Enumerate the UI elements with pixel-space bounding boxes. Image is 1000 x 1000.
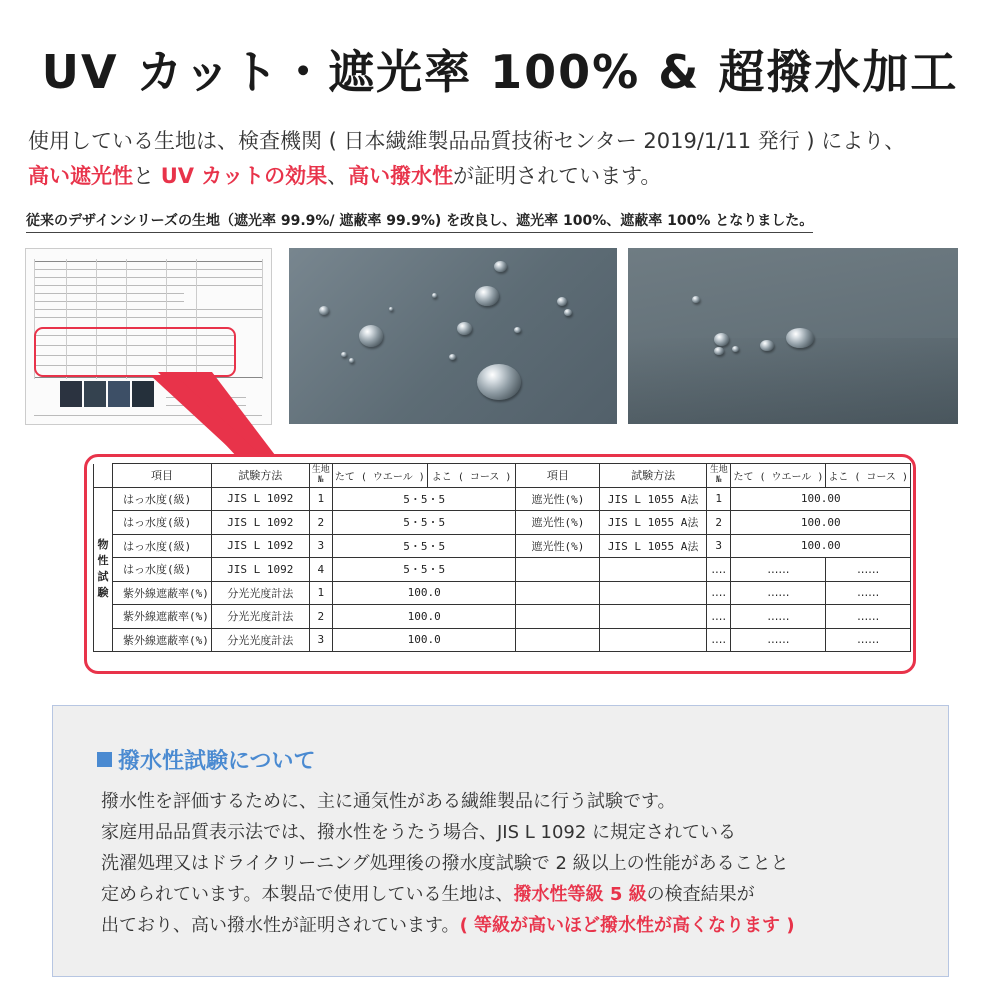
row2-method: JIS L 1092: [211, 511, 309, 535]
row6-no: 2: [309, 605, 332, 629]
row1-value-2: 100.00: [731, 487, 911, 511]
row5-no-2: ‥‥: [706, 581, 731, 605]
row1-item: はっ水度(級): [113, 487, 212, 511]
row2-method-2: JIS L 1055 A法: [600, 511, 707, 535]
row1-no: 1: [309, 487, 332, 511]
row6-no-2: ‥‥: [706, 605, 731, 629]
row4-method: JIS L 1092: [211, 558, 309, 582]
table-row: [94, 628, 911, 652]
header-weft: よこ ( コース ): [427, 464, 516, 488]
row3-no: 3: [309, 534, 332, 558]
info-line-3: 洗濯処理又はドライクリーニング処理後の撥水度試験で 2 級以上の性能があることと: [101, 853, 789, 874]
header-item-2: 項目: [516, 464, 600, 488]
row5-item-2: [516, 581, 600, 605]
info-line-2: 家庭用品品質表示法では、撥水性をうたう場合、JIS L 1092 に規定されている: [101, 822, 737, 843]
highlight-grade-5: 撥水性等級 5 級: [513, 884, 647, 905]
row2-value: 5・5・5: [332, 511, 516, 535]
row3-item: はっ水度(級): [113, 534, 212, 558]
water-repellency-info-box: [52, 705, 949, 977]
row5-method-2: [600, 581, 707, 605]
row6-item-2: [516, 605, 600, 629]
row3-value: 5・5・5: [332, 534, 516, 558]
highlight-uv-cut: UV カットの効果: [160, 164, 328, 188]
certificate-highlight: [34, 327, 236, 377]
row6-warp-2: ‥‥‥: [731, 605, 826, 629]
row5-value: 100.0: [332, 581, 516, 605]
row2-item: はっ水度(級): [113, 511, 212, 535]
header-warp-2: たて ( ウエール ): [731, 464, 826, 488]
row7-item-2: [516, 628, 600, 652]
table-row: [94, 534, 911, 558]
row4-item: はっ水度(級): [113, 558, 212, 582]
row1-method: JIS L 1092: [211, 487, 309, 511]
info-heading-text: 撥水性試験について: [118, 749, 316, 774]
row6-weft-2: ‥‥‥: [826, 605, 911, 629]
certificate-thumbnail: [25, 248, 272, 425]
intro-end: が証明されています。: [453, 164, 662, 188]
intro-connector-2: 、: [327, 164, 349, 188]
info-line-5: [101, 910, 921, 941]
intro-line-1: 使用している生地は、検査機関 ( 日本繊維製品品質技術センター 2019/1/11 発行 ) により、: [28, 129, 906, 153]
table-row: [94, 487, 911, 511]
row4-method-2: [600, 558, 707, 582]
row7-item: 紫外線遮蔽率(%): [113, 628, 212, 652]
row4-item-2: [516, 558, 600, 582]
row4-no: 4: [309, 558, 332, 582]
intro-connector-1: と: [133, 164, 161, 188]
row4-warp-2: ‥‥‥: [731, 558, 826, 582]
highlight-shading: 高い遮光性: [28, 164, 133, 188]
row6-item: 紫外線遮蔽率(%): [113, 605, 212, 629]
info-line-4b: の検査結果が: [646, 884, 755, 905]
header-method: 試験方法: [211, 464, 309, 488]
row3-method-2: JIS L 1055 A法: [600, 534, 707, 558]
row7-no: 3: [309, 628, 332, 652]
row1-method-2: JIS L 1055 A法: [600, 487, 707, 511]
info-heading: [97, 744, 316, 775]
header-item: 項目: [113, 464, 212, 488]
row1-value: 5・5・5: [332, 487, 516, 511]
row2-no: 2: [309, 511, 332, 535]
row1-no-2: 1: [706, 487, 731, 511]
row7-no-2: ‥‥: [706, 628, 731, 652]
header-weft-2: よこ ( コース ): [826, 464, 911, 488]
table-row: [94, 511, 911, 535]
highlight-grade-note: ( 等級が高いほど撥水性が高くなります ): [459, 915, 795, 936]
highlight-water-repellency: 高い撥水性: [348, 164, 454, 188]
info-line-1: 撥水性を評価するために、主に通気性がある繊維製品に行う試験です。: [101, 791, 676, 812]
test-results-table: [84, 454, 916, 674]
row5-method: 分光光度計法: [211, 581, 309, 605]
row2-item-2: 遮光性(%): [516, 511, 600, 535]
row2-no-2: 2: [706, 511, 731, 535]
page-title: UV カット・遮光率 100% & 超撥水加工: [41, 45, 959, 99]
info-line-4a: 定められています。本製品で使用している生地は、: [101, 884, 514, 905]
row4-value: 5・5・5: [332, 558, 516, 582]
row4-weft-2: ‥‥‥: [826, 558, 911, 582]
row6-method-2: [600, 605, 707, 629]
header-method-2: 試験方法: [600, 464, 707, 488]
table-header-row: [94, 464, 911, 488]
row3-method: JIS L 1092: [211, 534, 309, 558]
row5-warp-2: ‥‥‥: [731, 581, 826, 605]
row7-warp-2: ‥‥‥: [731, 628, 826, 652]
row6-value: 100.0: [332, 605, 516, 629]
table-row: [94, 581, 911, 605]
table-row: [94, 558, 911, 582]
info-line-4: [101, 879, 921, 910]
row7-method: 分光光度計法: [211, 628, 309, 652]
row2-value-2: 100.00: [731, 511, 911, 535]
water-droplet-photo-2: [628, 248, 958, 424]
row1-item-2: 遮光性(%): [516, 487, 600, 511]
table-row: [94, 605, 911, 629]
row7-weft-2: ‥‥‥: [826, 628, 911, 652]
row6-method: 分光光度計法: [211, 605, 309, 629]
water-droplet-photo-1: [289, 248, 617, 424]
row4-no-2: ‥‥: [706, 558, 731, 582]
header-fabric-no: 生地№: [309, 464, 332, 488]
info-line-5a: 出ており、高い撥水性が証明されています。: [101, 915, 460, 936]
row3-item-2: 遮光性(%): [516, 534, 600, 558]
info-body: [101, 786, 921, 941]
intro-line-2: [28, 159, 978, 194]
header-warp: たて ( ウエール ): [332, 464, 427, 488]
square-bullet-icon: [97, 752, 112, 767]
side-label: 物性試験: [94, 487, 113, 652]
row5-weft-2: ‥‥‥: [826, 581, 911, 605]
header-fabric-no-2: 生地№: [706, 464, 731, 488]
improvement-note: 従来のデザインシリーズの生地（遮光率 99.9%/ 遮蔽率 99.9%) を改良し、遮光率 100%、遮蔽率 100% となりました。: [26, 210, 813, 233]
row7-method-2: [600, 628, 707, 652]
row5-item: 紫外線遮蔽率(%): [113, 581, 212, 605]
row3-value-2: 100.00: [731, 534, 911, 558]
row7-value: 100.0: [332, 628, 516, 652]
intro-text: [28, 124, 978, 194]
row5-no: 1: [309, 581, 332, 605]
row3-no-2: 3: [706, 534, 731, 558]
